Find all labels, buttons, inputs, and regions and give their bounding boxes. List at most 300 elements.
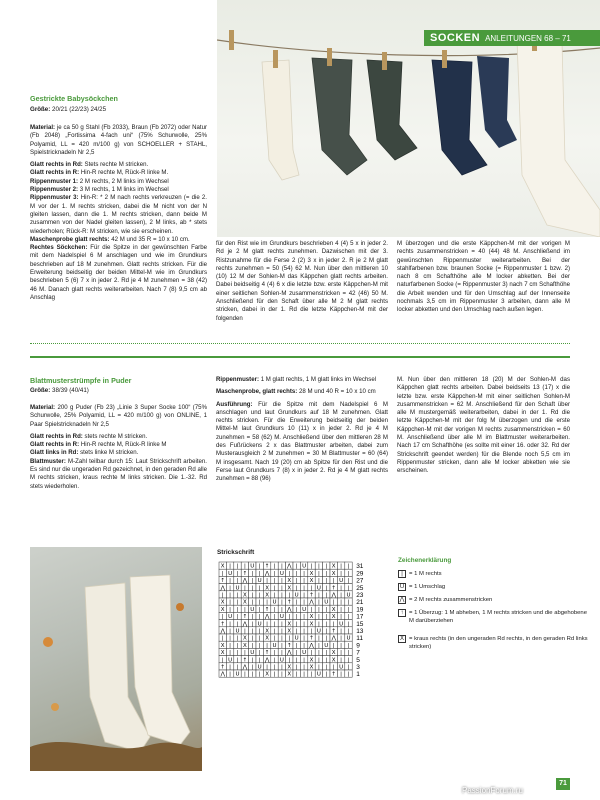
chart-symbol: | (288, 614, 291, 621)
chart-symbol: | (295, 585, 298, 592)
legend-symbol: ↑ (398, 609, 406, 617)
chart-symbol: | (273, 570, 276, 577)
chart-symbol: | (303, 657, 306, 664)
chart-symbol: U (250, 606, 255, 613)
chart-symbol: | (273, 621, 276, 628)
section1-p1-label: Glatt rechts in Rd: (30, 161, 83, 169)
section2-p2-label: Glatt rechts in R: (30, 441, 80, 449)
chart-symbol: | (325, 628, 328, 635)
section2-col3: M. Nun über den mittleren 18 (20) M der Sohlen-M das Käppchen glatt rechts arbeiten. Dabei beidseits 13 (17) x die letzte bzw. erste Käppchen-M mit einer seitlichen Sohlen-M zusammenstricken = 62 M. Anschließend für den Schaft über alle M mustergemäß weiterarbeiten, dabei in der 1. Rd die letzte Käppchen-M mit der folg M überzogen und die erste Käppchen-M mit der vorigen M rechts zusammenstricken = 60 M. Anschließend über alle M im Blattmuster weiterarbeiten. Nach 17 cm Schafthöhe (es sollte mit einer 16. oder 32. Rd der Strickschrift geendet werden) für die Blende noch 5,5 cm im Rippenmuster stricken, dann alle M locker abketten wie sie erscheinen. (397, 376, 570, 475)
chart-symbol: U (235, 671, 240, 678)
chart-symbol: U (346, 592, 351, 599)
section2-size (30, 387, 89, 394)
chart-symbol: U (316, 585, 321, 592)
chart-symbol: | (317, 592, 320, 599)
chart-symbol: | (347, 642, 350, 649)
section2-p4-label: Blattmuster: (30, 457, 66, 465)
section2-rib (216, 376, 388, 384)
chart-symbol: | (347, 650, 350, 657)
section2-p1-label: Glatt rechts in Rd: (30, 432, 83, 440)
section2-material-text: 200 g Puder (Fb 23) „Linie 3 Super Socke 100“ (75% Schurwolle, 25% Polyamid, LL = 420 m/100 g) von ONLINE, 1 Paar Spielstricknadeln Nr 2,5 (30, 404, 207, 428)
chart-symbol: | (317, 599, 320, 606)
chart-symbol: X (243, 592, 247, 599)
chart-row-number: 15 (356, 620, 364, 628)
section1-right-sock (30, 244, 207, 302)
chart-symbol: | (273, 628, 276, 635)
chart-symbol: | (258, 671, 261, 678)
chart-symbol: ↑ (264, 650, 270, 657)
chart-symbol: U (257, 578, 262, 585)
chart-symbol: | (303, 570, 306, 577)
section1-size-label: Größe: (30, 106, 51, 113)
chart-symbol: | (325, 614, 328, 621)
section1-p3-label: Rippenmuster 1: (30, 177, 79, 185)
chart-symbol: | (288, 657, 291, 664)
chart-symbol: | (280, 642, 283, 649)
section2-pattern-1 (30, 433, 207, 441)
chart-symbol: ↑ (220, 664, 226, 671)
chart-symbol: | (325, 650, 328, 657)
legend-text: = 1 Umschlag (409, 584, 446, 590)
chart-symbol: | (273, 606, 276, 613)
chart-symbol: | (347, 671, 350, 678)
chart-symbol: ⋀ (331, 635, 336, 642)
chart-symbol: | (251, 614, 254, 621)
chart-symbol: | (243, 606, 246, 613)
section1-pattern-1 (30, 161, 207, 169)
chart-row-number: 31 (356, 563, 364, 571)
legend-item (398, 570, 442, 578)
chart-symbol: | (332, 642, 335, 649)
chart-symbol: | (258, 599, 261, 606)
chart-symbol: | (317, 650, 320, 657)
chart-symbol: ⋀ (264, 570, 270, 577)
chart-symbol: | (251, 657, 254, 664)
chart-symbol: | (229, 585, 232, 592)
chart-symbol: | (310, 563, 313, 570)
section2-col2 (216, 376, 388, 484)
chart-symbol: | (273, 578, 276, 585)
section1-pattern-4 (30, 186, 207, 194)
watermark: PassionForum.ru (462, 786, 523, 795)
chart-symbol: ↑ (220, 578, 226, 585)
chart-symbol: X (331, 570, 336, 577)
chart-row-number: 9 (356, 642, 360, 650)
chart-symbol: | (325, 635, 328, 642)
section2-p2-text: Hin-R rechte M, Rück-R linke M (80, 441, 167, 449)
chart-symbol: | (317, 621, 320, 628)
chart-symbol: | (258, 585, 261, 592)
chart-symbol: X (331, 657, 336, 664)
chart-row-number: 5 (356, 656, 360, 664)
chart-symbol: | (317, 614, 320, 621)
section1-p3-text: 2 M rechts, 2 M links im Wechsel (79, 177, 169, 185)
chart-symbol: U (294, 635, 299, 642)
chart-symbol: ↑ (242, 570, 248, 577)
chart-symbol: | (251, 628, 254, 635)
chart-symbol: | (280, 578, 283, 585)
chart-symbol: X (243, 635, 247, 642)
chart-symbol: | (325, 563, 328, 570)
chart-symbol: | (280, 664, 283, 671)
chart-row-number: 3 (356, 664, 360, 671)
section2-pattern-2 (30, 441, 207, 449)
chart-symbol: U (339, 578, 344, 585)
section1-col2: für den Rist wie im Grundkurs beschrieben 4 (4) 5 x in jeder 2. Rd je 2 M glatt rechts zunehmen. Dazwischen mit der 3. Ristzunahme für die Ferse 2 (2) 3 x in jeder 2. R je 2 M glatt rechts zunehmen = 50 (54) 62 M. Nun über den mittleren 10 (10) 12 M der Sohlen-M das Käppchen glatt rechts arbeiten. Dabei beidseitig 4 (4) 6 x die letzte bzw. erste Käppchen-M mit einer seitlichen Sohlen-M zusammenstricken = 42 (46) 50 M. Anschließend für den Schaft über alle M 2 M glatt rechts stricken, dabei in der 1. Rd die letzte Käppchen-M mit der folgenden (216, 240, 388, 322)
chart-symbol: | (347, 585, 350, 592)
chart-symbol: U (228, 570, 233, 577)
chart-symbol: | (258, 614, 261, 621)
chart-symbol: X (309, 621, 314, 628)
chart-symbol: | (317, 664, 320, 671)
chart-symbol: ⋀ (287, 563, 292, 570)
legend-item (398, 583, 445, 591)
chart-symbol: | (295, 650, 298, 657)
chart-symbol: ⋀ (242, 578, 248, 585)
section2-size-value: 38/39 (40/41) (52, 387, 89, 394)
section2-rib-text: 1 M glatt rechts, 1 M glatt links im Wechsel (260, 376, 377, 383)
section1-p5-label: Rippenmuster 3: (30, 194, 79, 202)
chart-symbol: | (340, 642, 343, 649)
section1-p2-text: Hin-R rechte M, Rück-R linke M. (80, 169, 169, 177)
chart-symbol: | (340, 570, 343, 577)
chart-symbol: | (303, 614, 306, 621)
chart-symbol: | (295, 642, 298, 649)
chart-symbol: U (272, 642, 277, 649)
chart-symbol: X (287, 664, 292, 671)
chart-row-number: 1 (356, 671, 360, 679)
chart-symbol: X (287, 671, 292, 678)
chart-symbol: | (340, 614, 343, 621)
chart-symbol: U (250, 563, 255, 570)
chart-row-number: 21 (356, 599, 364, 607)
chart-row-number: 13 (356, 628, 364, 635)
chart-symbol: ↑ (309, 635, 314, 642)
chart-symbol: | (266, 621, 269, 628)
chart-symbol: | (236, 599, 239, 606)
chart-symbol: U (257, 664, 262, 671)
chart-symbol: ⋀ (287, 606, 292, 613)
chart-symbol: | (325, 592, 328, 599)
chart-symbol: X (331, 614, 336, 621)
chart-row-number: 23 (356, 592, 364, 599)
chart-symbol: | (229, 621, 232, 628)
chart-symbol: | (266, 664, 269, 671)
section1-gauge (30, 236, 207, 244)
chart-symbol: U (302, 606, 307, 613)
chart-symbol: U (257, 621, 262, 628)
chart-symbol: | (273, 671, 276, 678)
chart-symbol: | (317, 657, 320, 664)
chart-symbol: | (236, 642, 239, 649)
chart-symbol: ⋀ (264, 657, 270, 664)
chart-symbol: | (229, 628, 232, 635)
chart-symbol: ⋀ (242, 621, 248, 628)
chart-row-number: 17 (356, 613, 364, 621)
chart-symbol: | (340, 628, 343, 635)
chart-symbol: | (243, 585, 246, 592)
chart-symbol: | (273, 664, 276, 671)
chart-symbol: | (310, 671, 313, 678)
chart-symbol: | (258, 650, 261, 657)
legend-text: = 2 M rechts zusammenstricken (409, 597, 493, 603)
section1-pattern-2 (30, 169, 207, 177)
legend-symbol: X (399, 636, 404, 642)
section1-p2-label: Glatt rechts in R: (30, 169, 80, 177)
chart-symbol: | (273, 614, 276, 621)
chart-symbol: | (340, 585, 343, 592)
section2-size-label: Größe: (30, 387, 51, 394)
chart-symbol: | (280, 650, 283, 657)
section1-p4-label: Rippenmuster 2: (30, 186, 79, 194)
chart-symbol: | (295, 578, 298, 585)
chart-symbol: | (347, 563, 350, 570)
chart-symbol: X (243, 642, 247, 649)
chart-symbol: U (279, 657, 284, 664)
chart-symbol: | (221, 657, 224, 664)
chart-symbol: | (229, 635, 232, 642)
section2-rib-label: Rippenmuster: (216, 376, 259, 383)
chart-symbol: X (287, 621, 292, 628)
chart-symbol: | (303, 585, 306, 592)
chart-symbol: U (339, 664, 344, 671)
chart-symbol: ↑ (331, 585, 337, 592)
chart-symbol: X (331, 606, 336, 613)
chart-symbol: | (229, 650, 232, 657)
legend-title: Zeichenerklärung (398, 557, 452, 564)
chart-symbol: X (287, 578, 292, 585)
legend-text: = kraus rechts (in den ungeraden Rd rechts, in den geraden Rd links stricken) (409, 636, 588, 650)
chart-symbol: | (303, 578, 306, 585)
chart-symbol: | (251, 570, 254, 577)
chart-symbol: | (273, 585, 276, 592)
chart-symbol: | (340, 671, 343, 678)
chart-symbol: | (347, 614, 350, 621)
chart-symbol: U (316, 628, 321, 635)
chart-symbol: | (310, 628, 313, 635)
section2-p3-text: stets linke M stricken. (80, 449, 139, 457)
chart-symbol: | (251, 578, 254, 585)
chart-symbol: ↑ (264, 606, 270, 613)
chart-symbol: | (347, 599, 350, 606)
category-title: SOCKEN (430, 32, 481, 44)
chart-symbol: ↑ (242, 657, 248, 664)
chart-symbol: | (251, 635, 254, 642)
chart-symbol: | (317, 578, 320, 585)
section-divider-dotted (30, 343, 570, 344)
chart-symbol: X (331, 650, 336, 657)
chart-symbol: | (236, 664, 239, 671)
chart-symbol: | (266, 578, 269, 585)
chart-symbol: | (221, 592, 224, 599)
chart-symbol: | (340, 650, 343, 657)
section2-execution (216, 401, 388, 484)
chart-symbol: | (243, 650, 246, 657)
socks-photo-bottom (30, 547, 202, 771)
chart-symbol: | (288, 635, 291, 642)
chart-symbol: | (317, 635, 320, 642)
chart-symbol: | (273, 592, 276, 599)
section2-pattern-3 (30, 449, 207, 457)
section2-gauge (216, 388, 388, 396)
chart-symbol: | (325, 570, 328, 577)
chart-symbol: U (324, 642, 329, 649)
chart-symbol: | (258, 628, 261, 635)
section1-title: Gestrickte Babysöckchen (30, 94, 118, 103)
chart-symbol: | (273, 657, 276, 664)
chart-symbol: | (258, 657, 261, 664)
chart-symbol: | (251, 599, 254, 606)
chart-symbol: | (303, 628, 306, 635)
section1-col3: M überzogen und die erste Käppchen-M mit der vorigen M rechts zusammenstricken = 40 (44) 48 M. Anschließend im gewünschten Rippenmuster weiterarbeiten. Bei der stahlfarbenen bzw. braunen Socke (= Rippenmuster 1 bzw. 2) nach 8 cm Schafthöhe alle M locker abketten. Bei der naturfarbenen Socke (= Rippenmuster 3) nach 7 cm Schafthöhe die Arbeit wenden und für den Umschlag auf der Innenseite nochmals 3,5 cm im Rippenmuster 3 arbeiten, dann alle M locker abketten und den Umschlag nach außen legen. (397, 240, 570, 314)
chart-symbol: | (236, 592, 239, 599)
chart-symbol: ↑ (331, 671, 337, 678)
chart-symbol: | (243, 628, 246, 635)
chart-symbol: X (265, 585, 269, 592)
chart-symbol: | (325, 606, 328, 613)
section2-execution-text: Für die Spitze mit dem Nadelspiel 6 M anschlagen und laut Grundkurs auf 18 M zunehmen. Glatt rechts stricken. Für die Erweiterung beidseitig der beiden Mittel-M laut Grundkurs 10 (11) x in jeder 2. Rd je 4 M zunehmen = 58 (62) M. Anschließend über den mittleren 28 M des Fußrückens 2 x das Blattmuster arbeiten, dabei zum Musterausgleich 2 M zunehmen = 30 M Blattmuster = 60 (64) M insgesamt. Nach 19 (20) cm ab Spitze für den Rist und die Ferse laut Grundkurs 7 (8) x in jeder 2. Rd je 4 M glatt rechts zunehmen = 88 (96) (216, 400, 388, 483)
chart-symbol: | (229, 642, 232, 649)
chart-symbol: | (303, 635, 306, 642)
knee-socks-illustration (30, 547, 202, 771)
chart-symbol: | (347, 664, 350, 671)
chart-symbol: | (325, 664, 328, 671)
section2-title: Blattmusterstrümpfe in Puder (30, 376, 132, 385)
chart-symbol: ↑ (220, 621, 226, 628)
chart-symbol: X (331, 563, 336, 570)
section2-leaf-pattern (30, 458, 207, 491)
category-subtitle: ANLEITUNGEN 68 – 71 (485, 33, 571, 43)
chart-row-number: 27 (356, 577, 364, 585)
legend-text: = 1 Überzug: 1 M abheben, 1 M rechts stricken und die abgehobene M darüberziehen (409, 610, 587, 624)
chart-symbol: | (221, 635, 224, 642)
chart-row-number: 29 (356, 570, 364, 578)
chart-symbol: | (303, 642, 306, 649)
chart-symbol: U (279, 570, 284, 577)
section1-size-value: 20/21 (22/23) 24/25 (52, 106, 107, 113)
section1-pattern-3 (30, 178, 207, 186)
chart-symbol: | (229, 578, 232, 585)
chart-symbol: | (303, 592, 306, 599)
section1-p4-text: 3 M rechts, 1 M links im Wechsel (79, 186, 169, 194)
chart-symbol: X (265, 592, 269, 599)
chart-symbol: U (346, 635, 351, 642)
chart-symbol: | (258, 570, 261, 577)
chart-symbol: U (339, 621, 344, 628)
section1-p6-label: Maschenprobe glatt rechts: (30, 235, 110, 243)
chart-symbol: | (295, 606, 298, 613)
chart-symbol: | (325, 578, 328, 585)
knitting-chart (217, 560, 377, 680)
legend-item (398, 609, 589, 625)
chart-symbol: ↑ (286, 599, 292, 606)
chart-symbol: | (295, 614, 298, 621)
chart-symbol: ⋀ (309, 642, 314, 649)
chart-symbol: | (295, 570, 298, 577)
chart-symbol: | (258, 606, 261, 613)
chart-symbol: | (280, 628, 283, 635)
legend-item (398, 596, 492, 604)
section2-material-label: Material: (30, 404, 56, 411)
category-header (424, 30, 600, 46)
chart-symbol: | (347, 628, 350, 635)
chart-symbol: | (236, 650, 239, 657)
chart-symbol: | (251, 592, 254, 599)
chart-symbol: ⋀ (220, 585, 225, 592)
chart-symbol: | (229, 606, 232, 613)
chart-symbol: | (340, 606, 343, 613)
chart-symbol: U (235, 628, 240, 635)
chart-symbol: | (273, 563, 276, 570)
chart-symbol: U (272, 599, 277, 606)
chart-symbol: | (273, 650, 276, 657)
chart-symbol: | (266, 599, 269, 606)
chart-symbol: | (288, 592, 291, 599)
chart-symbol: | (280, 635, 283, 642)
chart-symbol: | (303, 664, 306, 671)
chart-symbol: | (295, 628, 298, 635)
chart-symbol: | (251, 621, 254, 628)
chart-symbol: | (317, 642, 320, 649)
chart-symbol: X (243, 599, 247, 606)
chart-symbol: ↑ (331, 628, 337, 635)
chart-symbol: | (325, 657, 328, 664)
chart-symbol: U (302, 563, 307, 570)
section1-p7-label: Rechtes Söckchen: (30, 244, 88, 252)
chart-symbol: | (340, 599, 343, 606)
chart-symbol: | (325, 671, 328, 678)
chart-symbol: | (325, 621, 328, 628)
chart-symbol: ⋀ (331, 592, 336, 599)
chart-symbol: ⋀ (309, 599, 314, 606)
section1-p5-text: Hin-R: * 2 M nach rechts verkreuzen (= die 2. M vor der 1. M rechts stricken, dabei die M nicht von der N gleiten lassen, dann die 1. M rechts stricken, dann beide M zusammen von der Nadel gleiten lassen), 2 M links, ab * stets wiederholen; Rück-R: M stricken, wie sie erscheinen. (30, 194, 207, 235)
section1-material (30, 124, 207, 157)
chart-symbol: ⋀ (220, 671, 225, 678)
legend-symbol: | (398, 570, 406, 578)
chart-symbol: | (295, 563, 298, 570)
chart-symbol: | (347, 578, 350, 585)
chart-symbol: | (340, 657, 343, 664)
chart-symbol: U (228, 657, 233, 664)
chart-symbol: X (220, 563, 225, 570)
chart-symbol: | (236, 614, 239, 621)
chart-symbol: U (324, 599, 329, 606)
chart-symbol: | (236, 606, 239, 613)
legend-text: = 1 M rechts (409, 571, 442, 577)
section1-size (30, 106, 106, 113)
section2-p3-label: Glatt links in Rd: (30, 449, 79, 457)
chart-symbol: | (332, 664, 335, 671)
chart-symbol: U (316, 671, 321, 678)
chart-symbol: | (340, 563, 343, 570)
chart-symbol: | (236, 570, 239, 577)
chart-symbol: | (295, 664, 298, 671)
chart-symbol: | (295, 671, 298, 678)
chart-symbol: | (317, 563, 320, 570)
chart-symbol: | (243, 671, 246, 678)
chart-symbol: | (236, 657, 239, 664)
chart-symbol: | (266, 642, 269, 649)
chart-symbol: U (294, 592, 299, 599)
chart-symbol: | (258, 642, 261, 649)
chart-symbol: | (251, 642, 254, 649)
chart-symbol: X (287, 585, 292, 592)
chart-symbol: X (265, 635, 269, 642)
chart-symbol: X (287, 628, 292, 635)
chart-symbol: | (229, 599, 232, 606)
chart-symbol: | (340, 592, 343, 599)
chart-symbol: | (280, 563, 283, 570)
